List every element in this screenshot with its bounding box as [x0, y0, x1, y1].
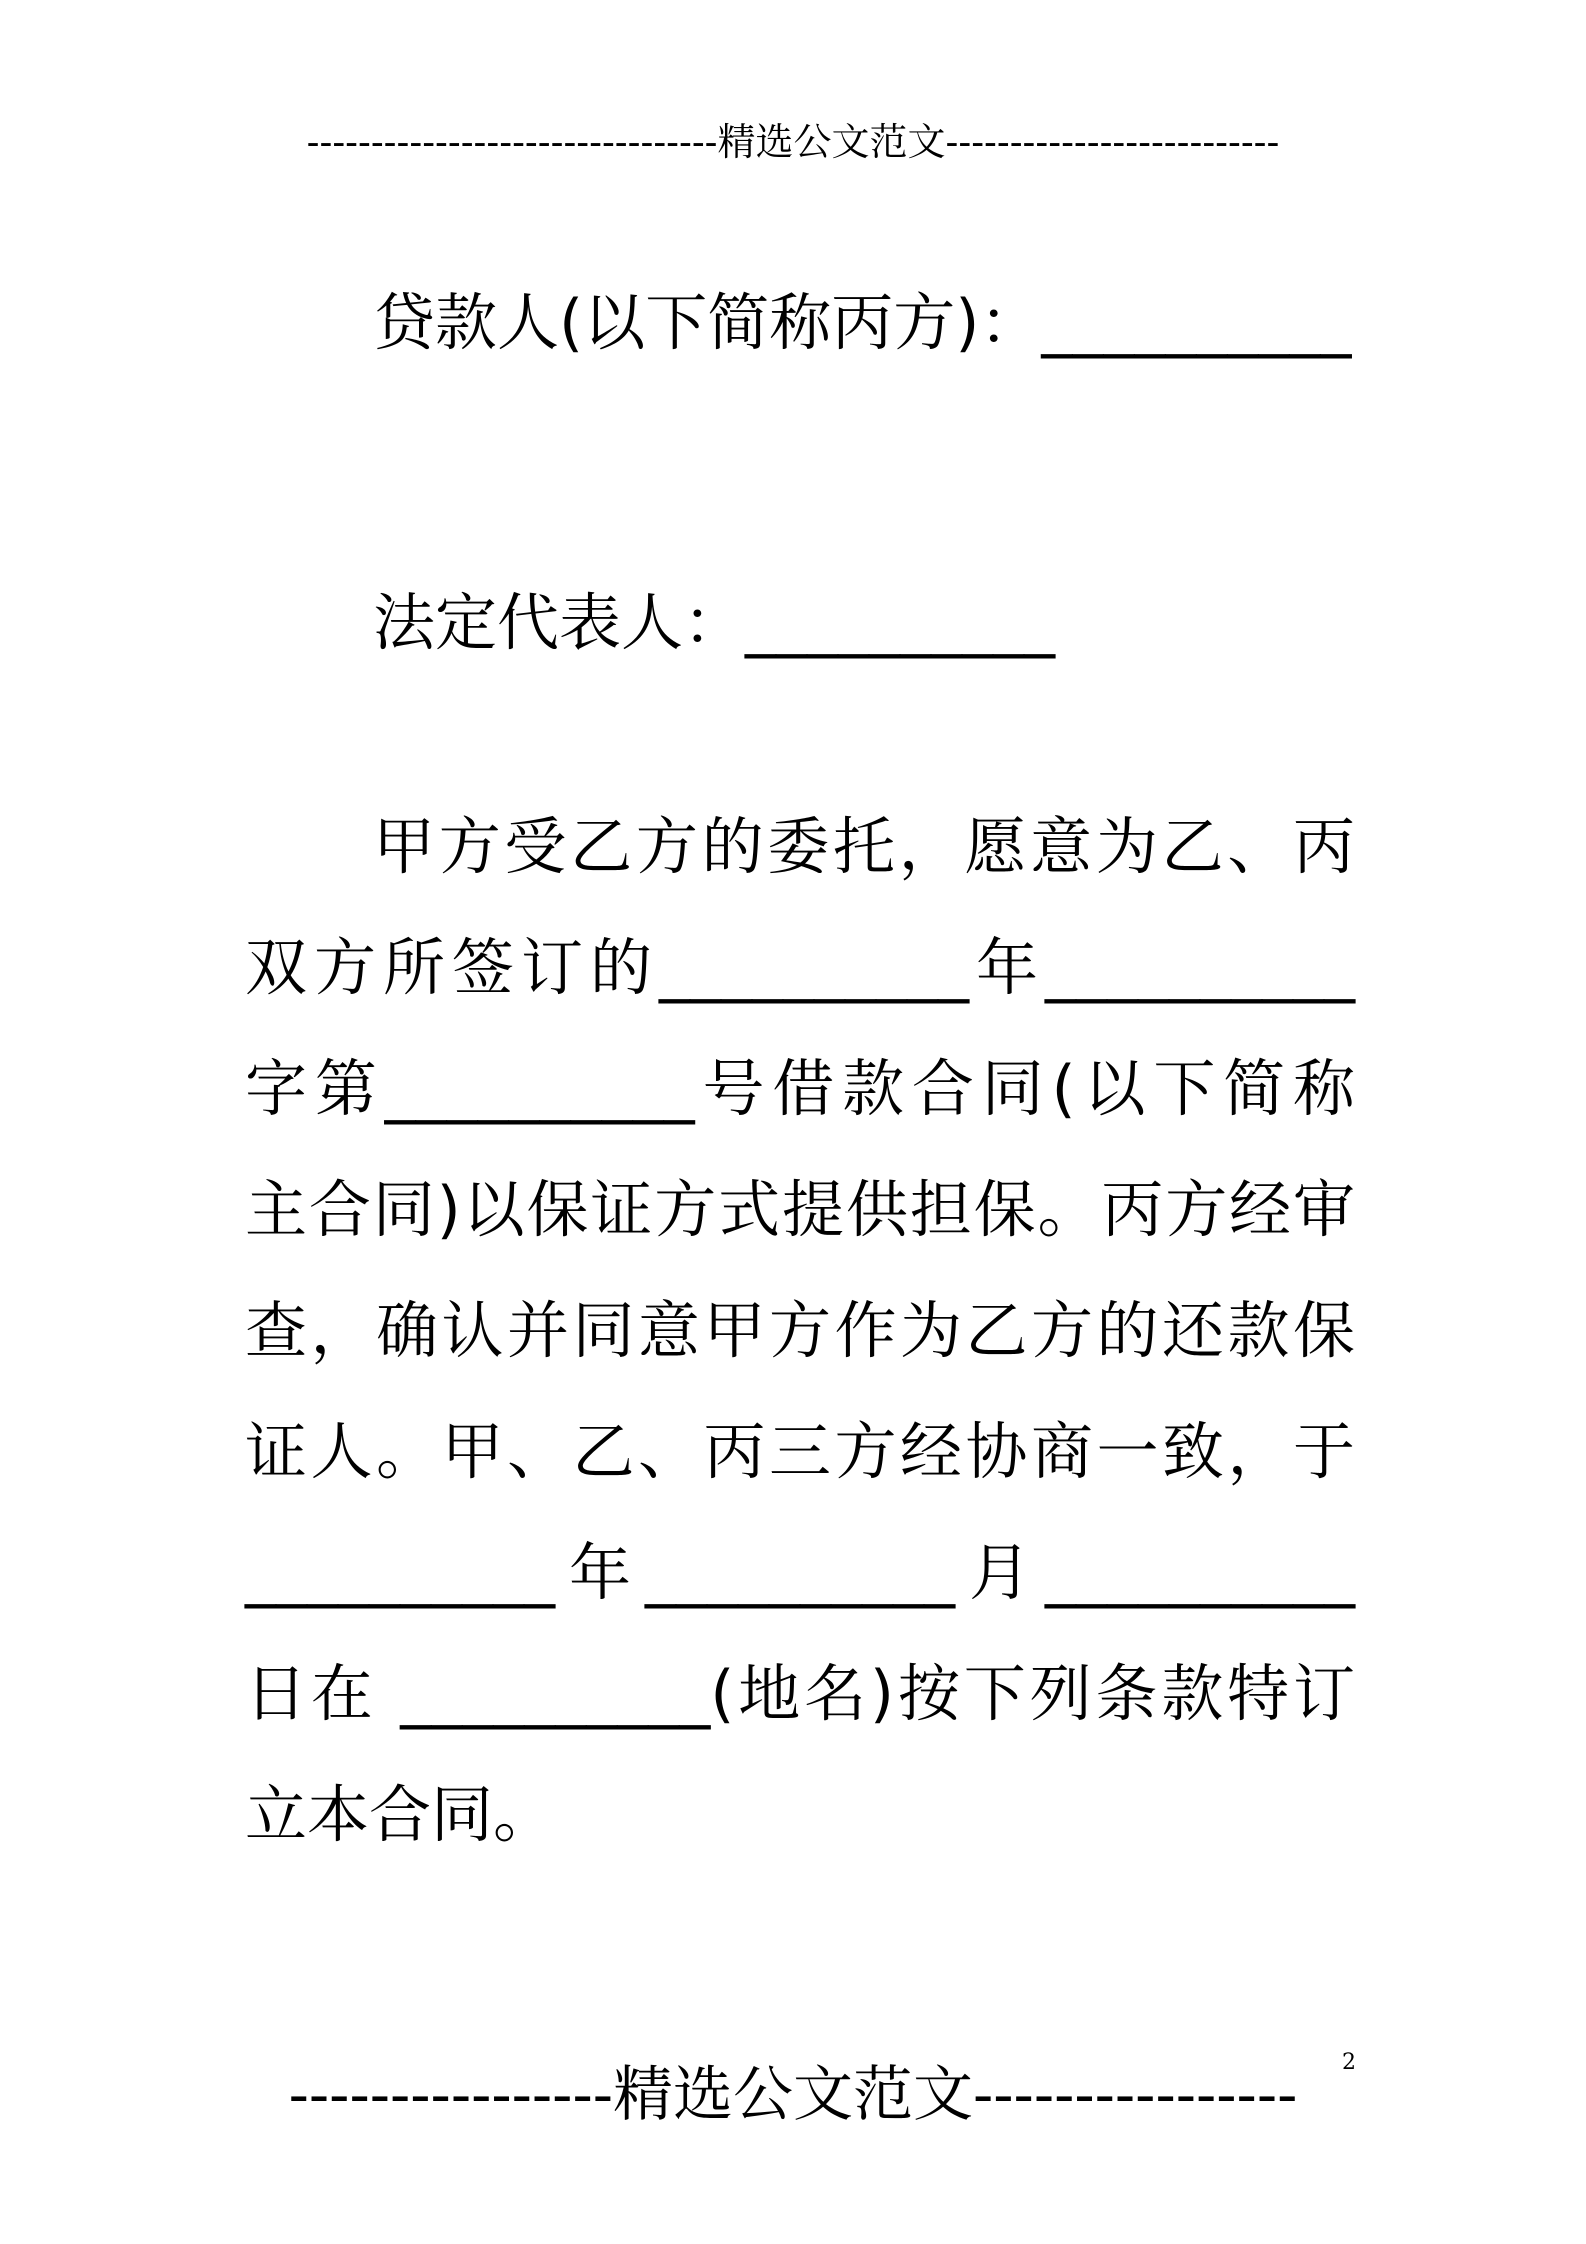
contract-preamble-paragraph [245, 786, 1355, 1875]
paragraph-line: 立本合同。 [245, 1778, 556, 1851]
paragraph-line: 证人。甲、乙、丙三方经协商一致，于 [245, 1415, 1355, 1488]
paragraph-line: 字第__________号借款合同(以下简称 [245, 1052, 1355, 1125]
page-header: --------------------------------精选公文范文-------------------------- [306, 120, 1280, 164]
paragraph-line: 主合同)以保证方式提供担保。丙方经审 [245, 1173, 1355, 1246]
paragraph-line: __________年__________月__________ [245, 1536, 1355, 1609]
lender-field-line: 贷款人(以下简称丙方)：__________ [373, 286, 1352, 359]
paragraph-line: 日在 __________(地名)按下列条款特订 [245, 1657, 1355, 1730]
paragraph-line: 查，确认并同意甲方作为乙方的还款保 [245, 1294, 1355, 1367]
page-footer: ----------------精选公文范文---------------- [288, 2060, 1298, 2130]
legal-representative-field-line: 法定代表人：__________ [373, 586, 1056, 659]
page-number: 2 [1342, 2050, 1356, 2075]
paragraph-line: 双方所签订的__________年__________ [245, 931, 1355, 1004]
paragraph-line: 甲方受乙方的委托，愿意为乙、丙 [373, 810, 1355, 883]
